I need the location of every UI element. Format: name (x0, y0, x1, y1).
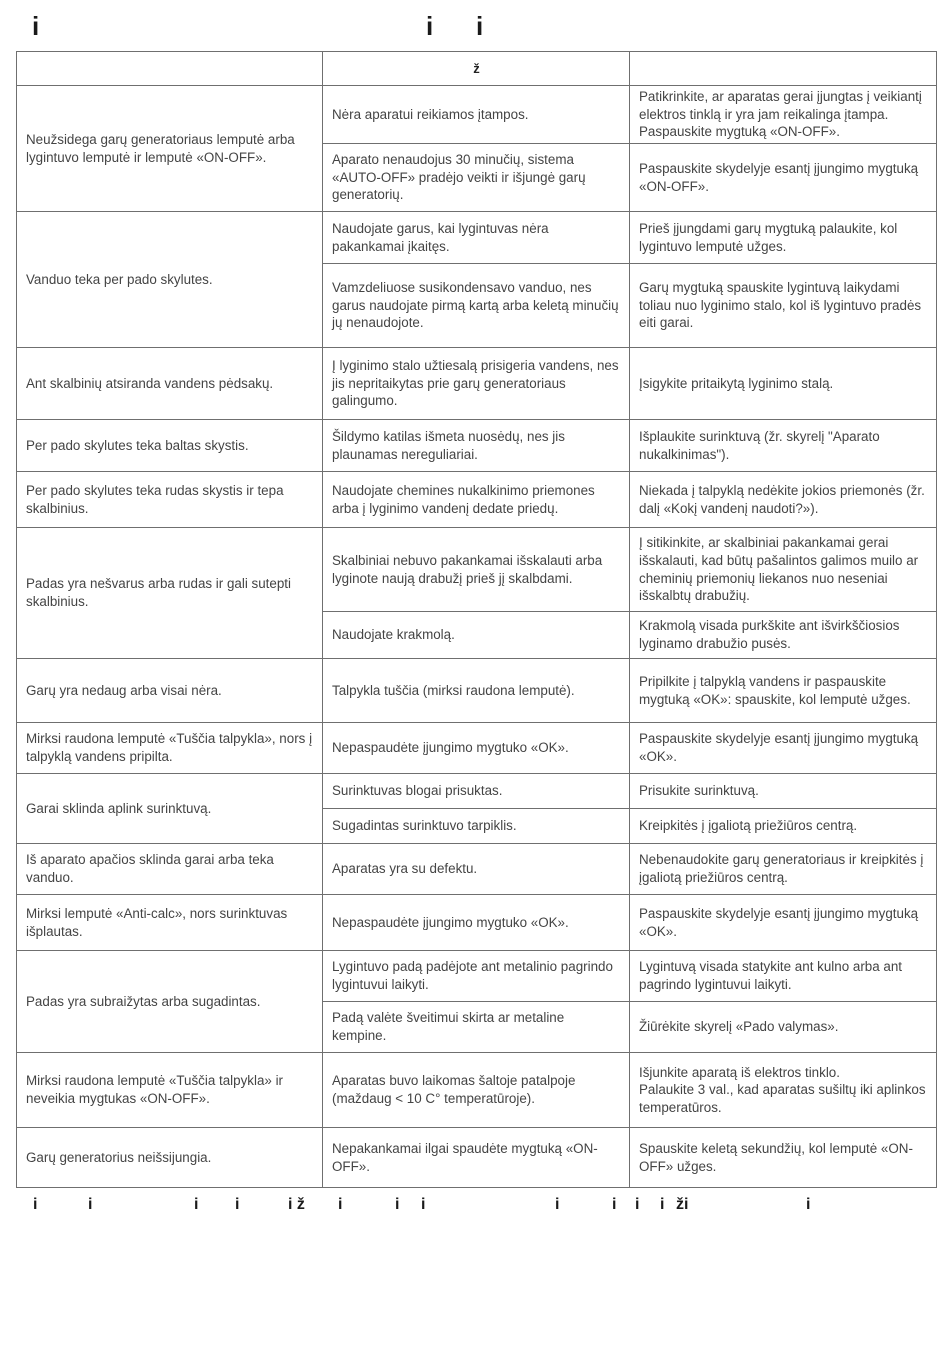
cause-cell: Padą valėte šveitimui skirta ar metaline kempine. (323, 1002, 630, 1053)
table-row (17, 844, 937, 895)
table-row (17, 659, 937, 723)
solution-cell: Lygintuvą visada statykite ant kulno arba ant pagrindo lygintuvui laikyti. (630, 951, 937, 1002)
cause-cell: Talpykla tuščia (mirksi raudona lemputė). (323, 659, 630, 723)
table-row (17, 951, 937, 1002)
solution-cell: Paspauskite skydelyje esantį įjungimo mygtuką «OK». (630, 723, 937, 774)
cause-cell: Aparato nenaudojus 30 minučių, sistema «AUTO-OFF» pradėjo veikti ir išjungė garų generatorių. (323, 144, 630, 212)
footer-fragment: i ž (288, 1196, 305, 1213)
problem-cell: Mirksi raudona lemputė «Tuščia talpykla» ir neveikia mygtukas «ON-OFF». (17, 1053, 323, 1128)
problem-cell: Per pado skylutes teka baltas skystis. (17, 420, 323, 472)
cause-cell: Šildymo katilas išmeta nuosėdų, nes jis plaunamas nereguliariai. (323, 420, 630, 472)
cause-cell: Nepaspaudėte įjungimo mygtuko «OK». (323, 723, 630, 774)
footer-fragment: i (235, 1196, 240, 1213)
header-cell (17, 52, 323, 86)
table-row (17, 212, 937, 264)
solution-cell: Paspauskite skydelyje esantį įjungimo mygtuką «ON-OFF». (630, 144, 937, 212)
cause-cell: Sugadintas surinktuvo tarpiklis. (323, 809, 630, 844)
footer-fragment: i (338, 1196, 343, 1213)
solution-cell: Prisukite surinktuvą. (630, 774, 937, 809)
solution-cell: Kreipkitės į įgaliotą priežiūros centrą. (630, 809, 937, 844)
problem-cell: Padas yra subraižytas arba sugadintas. (17, 951, 323, 1053)
table-row (17, 348, 937, 420)
footer-fragment: i (635, 1196, 640, 1213)
cause-cell: Naudojate krakmolą. (323, 612, 630, 659)
footer-fragment: i (421, 1196, 426, 1213)
solution-cell: Įsigykite pritaikytą lyginimo stalą. (630, 348, 937, 420)
footer-fragment: i (806, 1196, 811, 1213)
problem-cell: Padas yra nešvarus arba rudas ir gali sutepti skalbinius. (17, 528, 323, 659)
solution-cell: Nebenaudokite garų generatoriaus ir kreipkitės į įgaliotą priežiūros centrą. (630, 844, 937, 895)
table-row (17, 472, 937, 528)
footer-fragment: i (33, 1196, 38, 1213)
solution-cell: Paspauskite skydelyje esantį įjungimo mygtuką «OK». (630, 895, 937, 951)
table-row (17, 774, 937, 809)
solution-cell: Spauskite keletą sekundžių, kol lemputė «ON-OFF» užges. (630, 1128, 937, 1188)
title-fragment: i (476, 11, 484, 41)
cause-cell: Skalbiniai nebuvo pakankamai išskalauti arba lyginote naują drabužį prieš jį skalbdami. (323, 528, 630, 612)
solution-cell: Niekada į talpyklą nedėkite jokios priemonės (žr. dalį «Kokį vandenį naudoti?»). (630, 472, 937, 528)
cause-cell: Aparatas yra su defektu. (323, 844, 630, 895)
cause-cell: Nėra aparatui reikiamos įtampos. (323, 86, 630, 144)
footer-fragment: i (660, 1196, 665, 1213)
cause-cell: Aparatas buvo laikomas šaltoje patalpoje (maždaug < 10 C° temperatūroje). (323, 1053, 630, 1128)
cause-cell: Vamzdeliuose susikondensavo vanduo, nes garus naudojate pirmą kartą arba keletą minučių jų nenaudojote. (323, 264, 630, 348)
troubleshooting-table (16, 51, 936, 1188)
cause-cell: Naudojate chemines nukalkinimo priemones arba į lyginimo vandenį dedate priedų. (323, 472, 630, 528)
solution-cell: Išplaukite surinktuvą (žr. skyrelį "Aparato nukalkinimas"). (630, 420, 937, 472)
problem-cell: Garų yra nedaug arba visai nėra. (17, 659, 323, 723)
problem-cell: Garų generatorius neišsijungia. (17, 1128, 323, 1188)
table-row (17, 420, 937, 472)
cause-cell: Į lyginimo stalo užtiesalą prisigeria vandens, nes jis nepritaikytas prie garų generatoriaus galingumo. (323, 348, 630, 420)
solution-cell: Patikrinkite, ar aparatas gerai įjungtas į veikiantį elektros tinklą ir yra jam reikalinga įtampa. Paspauskite mygtuką «ON-OFF». (630, 86, 937, 144)
footer-fragment: i (612, 1196, 617, 1213)
table-body (17, 86, 937, 1188)
page-footer (0, 1196, 950, 1220)
table-header-row (17, 52, 937, 86)
problem-cell: Iš aparato apačios sklinda garai arba teka vanduo. (17, 844, 323, 895)
footer-fragment: i (555, 1196, 560, 1213)
problem-cell: Vanduo teka per pado skylutes. (17, 212, 323, 348)
solution-cell: Krakmolą visada purkškite ant išvirkščiosios lyginamo drabužio pusės. (630, 612, 937, 659)
header-cell (630, 52, 937, 86)
cause-cell: Nepakankamai ilgai spaudėte mygtuką «ON-OFF». (323, 1128, 630, 1188)
problem-cell: Mirksi lemputė «Anti-calc», nors surinktuvas išplautas. (17, 895, 323, 951)
page-title (0, 0, 950, 52)
problem-cell: Mirksi raudona lemputė «Tuščia talpykla», nors į talpyklą vandens pripilta. (17, 723, 323, 774)
table-row (17, 86, 937, 144)
cause-cell: Naudojate garus, kai lygintuvas nėra pakankamai įkaitęs. (323, 212, 630, 264)
title-fragment: i (32, 11, 40, 41)
problem-cell: Garai sklinda aplink surinktuvą. (17, 774, 323, 844)
header-cell: ž (323, 52, 630, 86)
footer-fragment: i (88, 1196, 93, 1213)
solution-cell: Pripilkite į talpyklą vandens ir paspauskite mygtuką «OK»: spauskite, kol lemputė užges. (630, 659, 937, 723)
footer-fragment: i (194, 1196, 199, 1213)
solution-cell: Prieš įjungdami garų mygtuką palaukite, kol lygintuvo lemputė užges. (630, 212, 937, 264)
cause-cell: Nepaspaudėte įjungimo mygtuko «OK». (323, 895, 630, 951)
title-fragment: i (426, 11, 434, 41)
problem-cell: Ant skalbinių atsiranda vandens pėdsakų. (17, 348, 323, 420)
table-row (17, 1128, 937, 1188)
table-row (17, 895, 937, 951)
problem-cell: Neužsidega garų generatoriaus lemputė arba lygintuvo lemputė ir lemputė «ON-OFF». (17, 86, 323, 212)
cause-cell: Lygintuvo padą padėjote ant metalinio pagrindo lygintuvui laikyti. (323, 951, 630, 1002)
solution-cell: Į sitikinkite, ar skalbiniai pakankamai gerai išskalauti, kad būtų pašalintos galimos muilo ar cheminių priemonių liekanos nuo neseniai išskalbtų drabužių. (630, 528, 937, 612)
solution-cell: Išjunkite aparatą iš elektros tinklo. Palaukite 3 val., kad aparatas sušiltų iki aplinkos temperatūros. (630, 1053, 937, 1128)
table-row (17, 1053, 937, 1128)
footer-fragment: ži (676, 1196, 689, 1213)
problem-cell: Per pado skylutes teka rudas skystis ir tepa skalbinius. (17, 472, 323, 528)
solution-cell: Žiūrėkite skyrelį «Pado valymas». (630, 1002, 937, 1053)
cause-cell: Surinktuvas blogai prisuktas. (323, 774, 630, 809)
footer-fragment: i (395, 1196, 400, 1213)
table-row (17, 723, 937, 774)
solution-cell: Garų mygtuką spauskite lygintuvą laikydami toliau nuo lyginimo stalo, kol iš lygintuvo pradės eiti garai. (630, 264, 937, 348)
table-row (17, 528, 937, 612)
